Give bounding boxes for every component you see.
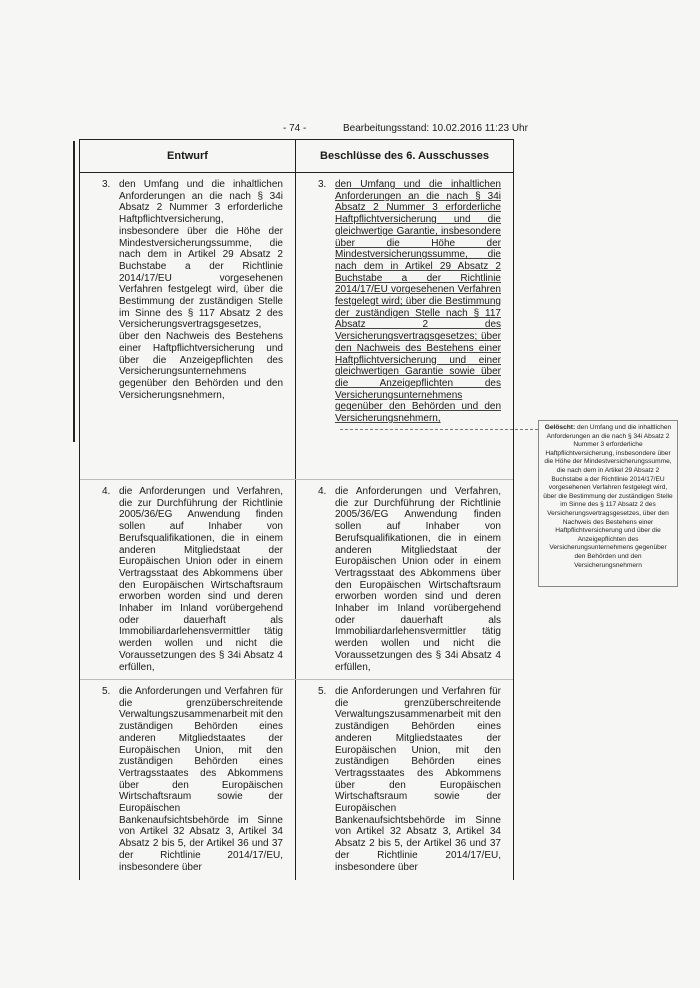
page-number: - 74 - (283, 123, 307, 134)
item-number: 3. (102, 179, 111, 190)
item-number: 5. (102, 686, 111, 697)
edit-timestamp: Bearbeitungsstand: 10.02.2016 11:23 Uhr (343, 123, 528, 134)
page-header (0, 123, 700, 137)
resolution-text: die Anforderungen und Verfahren für die grenzüberschreitende Verwaltungszusammenarbeit mit den zuständigen Behörden eines anderen Mitgliedstaates der Europäischen Union, mit den zuständigen Behörden eines Vertragsstaates des Abkommens über den Europäischen Wirtschaftsraum sowie der Europäischen Bankenaufsichtsbehörde im Sinne von Artikel 32 Absatz 3, Artikel 34 Absatz 2 bis 5, der Artikel 36 und 37 der Richtlinie 2014/17/EU, insbesondere über (335, 686, 501, 873)
item-number: 3. (318, 179, 327, 190)
table-row (80, 680, 513, 880)
column-header-draft: Entwurf (80, 140, 296, 172)
table-row (80, 173, 513, 480)
table-header (80, 140, 513, 173)
item-number: 4. (318, 486, 327, 497)
resolution-text: die Anforderungen und Verfahren, die zur Durchführung der Richtlinie 2005/36/EG Anwendung finden sollen auf Inhaber von Berufsqualifikationen, die in einem anderen Mitgliedstaat der Europäischen Union oder in einem Vertragsstaat des Abkommens über den Europäischen Wirtschaftsraum erworben worden sind und deren Inhaber im Inland vorübergehend oder dauerhaft als Immobiliardarlehensvermittler tätig werden wollen und nicht die Voraussetzungen des § 34i Absatz 4 erfüllen, (335, 486, 501, 673)
draft-text: die Anforderungen und Verfahren für die grenzüberschreitende Verwaltungszusammenarbeit mit den zuständigen Behörden eines anderen Mitgliedstaates der Europäischen Union, mit den zuständigen Behörden eines Vertragsstaates des Abkommens über den Europäischen Wirtschaftsraum sowie der Europäischen Bankenaufsichtsbehörde im Sinne von Artikel 32 Absatz 3, Artikel 34 Absatz 2 bis 5, der Artikel 36 und 37 der Richtlinie 2014/17/EU, insbesondere über (119, 686, 283, 873)
draft-cell (80, 173, 296, 479)
item-number: 4. (102, 486, 111, 497)
comment-connector (340, 429, 538, 430)
comparison-table (79, 139, 514, 880)
resolution-cell (296, 173, 513, 479)
comment-label: Gelöscht: (544, 424, 576, 431)
draft-cell (80, 480, 296, 679)
change-bar (73, 141, 75, 442)
draft-text: den Umfang und die inhaltlichen Anforderungen an die nach § 34i Absatz 2 Nummer 3 erforderliche Haftpflichtversicherung, insbesondere über die Höhe der Mindestversicherungssumme, die nach dem in Artikel 29 Absatz 2 Buchstabe a der Richtlinie 2014/17/EU vorgesehenen Verfahren festgelegt wird, über die Bestimmung der zuständigen Stelle im Sinne des § 117 Absatz 2 des Versicherungsvertragsgesetzes, über den Nachweis des Bestehens einer Haftpflichtversicherung und über die Anzeigepflichten des Versicherungsunternehmens gegenüber den Behörden und den Versicherungsnehmern, (119, 179, 283, 401)
resolution-text-inserted: den Umfang und die inhaltlichen Anforderungen an die nach § 34i Absatz 2 Nummer 3 erforderliche Haftpflichtversicherung und die gleichwertige Garantie, insbesondere über die Höhe der Mindestversicherungssumme, die nach dem in Artikel 29 Absatz 2 Buchstabe a der Richtlinie 2014/17/EU vorgesehenen Verfahren festgelegt wird; über die Bestimmung der zuständigen Stelle nach § 117 Absatz 2 des Versicherungsvertragsgesetzes; über den Nachweis des Bestehens einer Haftpflichtversicherung und einer gleichwertigen Garantie sowie über die Anzeigepflichten des Versicherungsunternehmens gegenüber den Behörden und den Versicherungsnehmern, (335, 179, 501, 425)
resolution-cell (296, 680, 513, 880)
resolution-cell (296, 480, 513, 679)
item-number: 5. (318, 686, 327, 697)
comment-text: den Umfang und die inhaltlichen Anforderungen an die nach § 34i Absatz 2 Nummer 3 erforderliche Haftpflichtversicherung, insbesondere über die Höhe der Mindestversicherungssumme, die nach dem in Artikel 29 Absatz 2 Buchstabe a der Richtlinie 2014/17/EU vorgesehenen Verfahren festgelegt wird, über die Bestimmung der zuständigen Stelle im Sinne des § 117 Absatz 2 des Versicherungsvertragsgesetzes, über den Nachweis des Bestehens einer Haftpflichtversicherung und über die Anzeigepflichten des Versicherungsunternehmens gegenüber den Behörden und den Versicherungsnehmern (543, 424, 673, 569)
draft-text: die Anforderungen und Verfahren, die zur Durchführung der Richtlinie 2005/36/EG Anwendung finden sollen auf Inhaber von Berufsqualifikationen, die in einem anderen Mitgliedstaat der Europäischen Union oder in einem Vertragsstaat des Abkommens über den Europäischen Wirtschaftsraum erworben worden sind und deren Inhaber im Inland vorübergehend oder dauerhaft als Immobiliardarlehensvermittler tätig werden wollen und nicht die Voraussetzungen des § 34i Absatz 4 erfüllen, (119, 486, 283, 673)
draft-cell (80, 680, 296, 880)
table-row (80, 480, 513, 680)
column-header-resolution: Beschlüsse des 6. Ausschusses (320, 150, 489, 162)
deletion-comment[interactable] (538, 420, 678, 587)
